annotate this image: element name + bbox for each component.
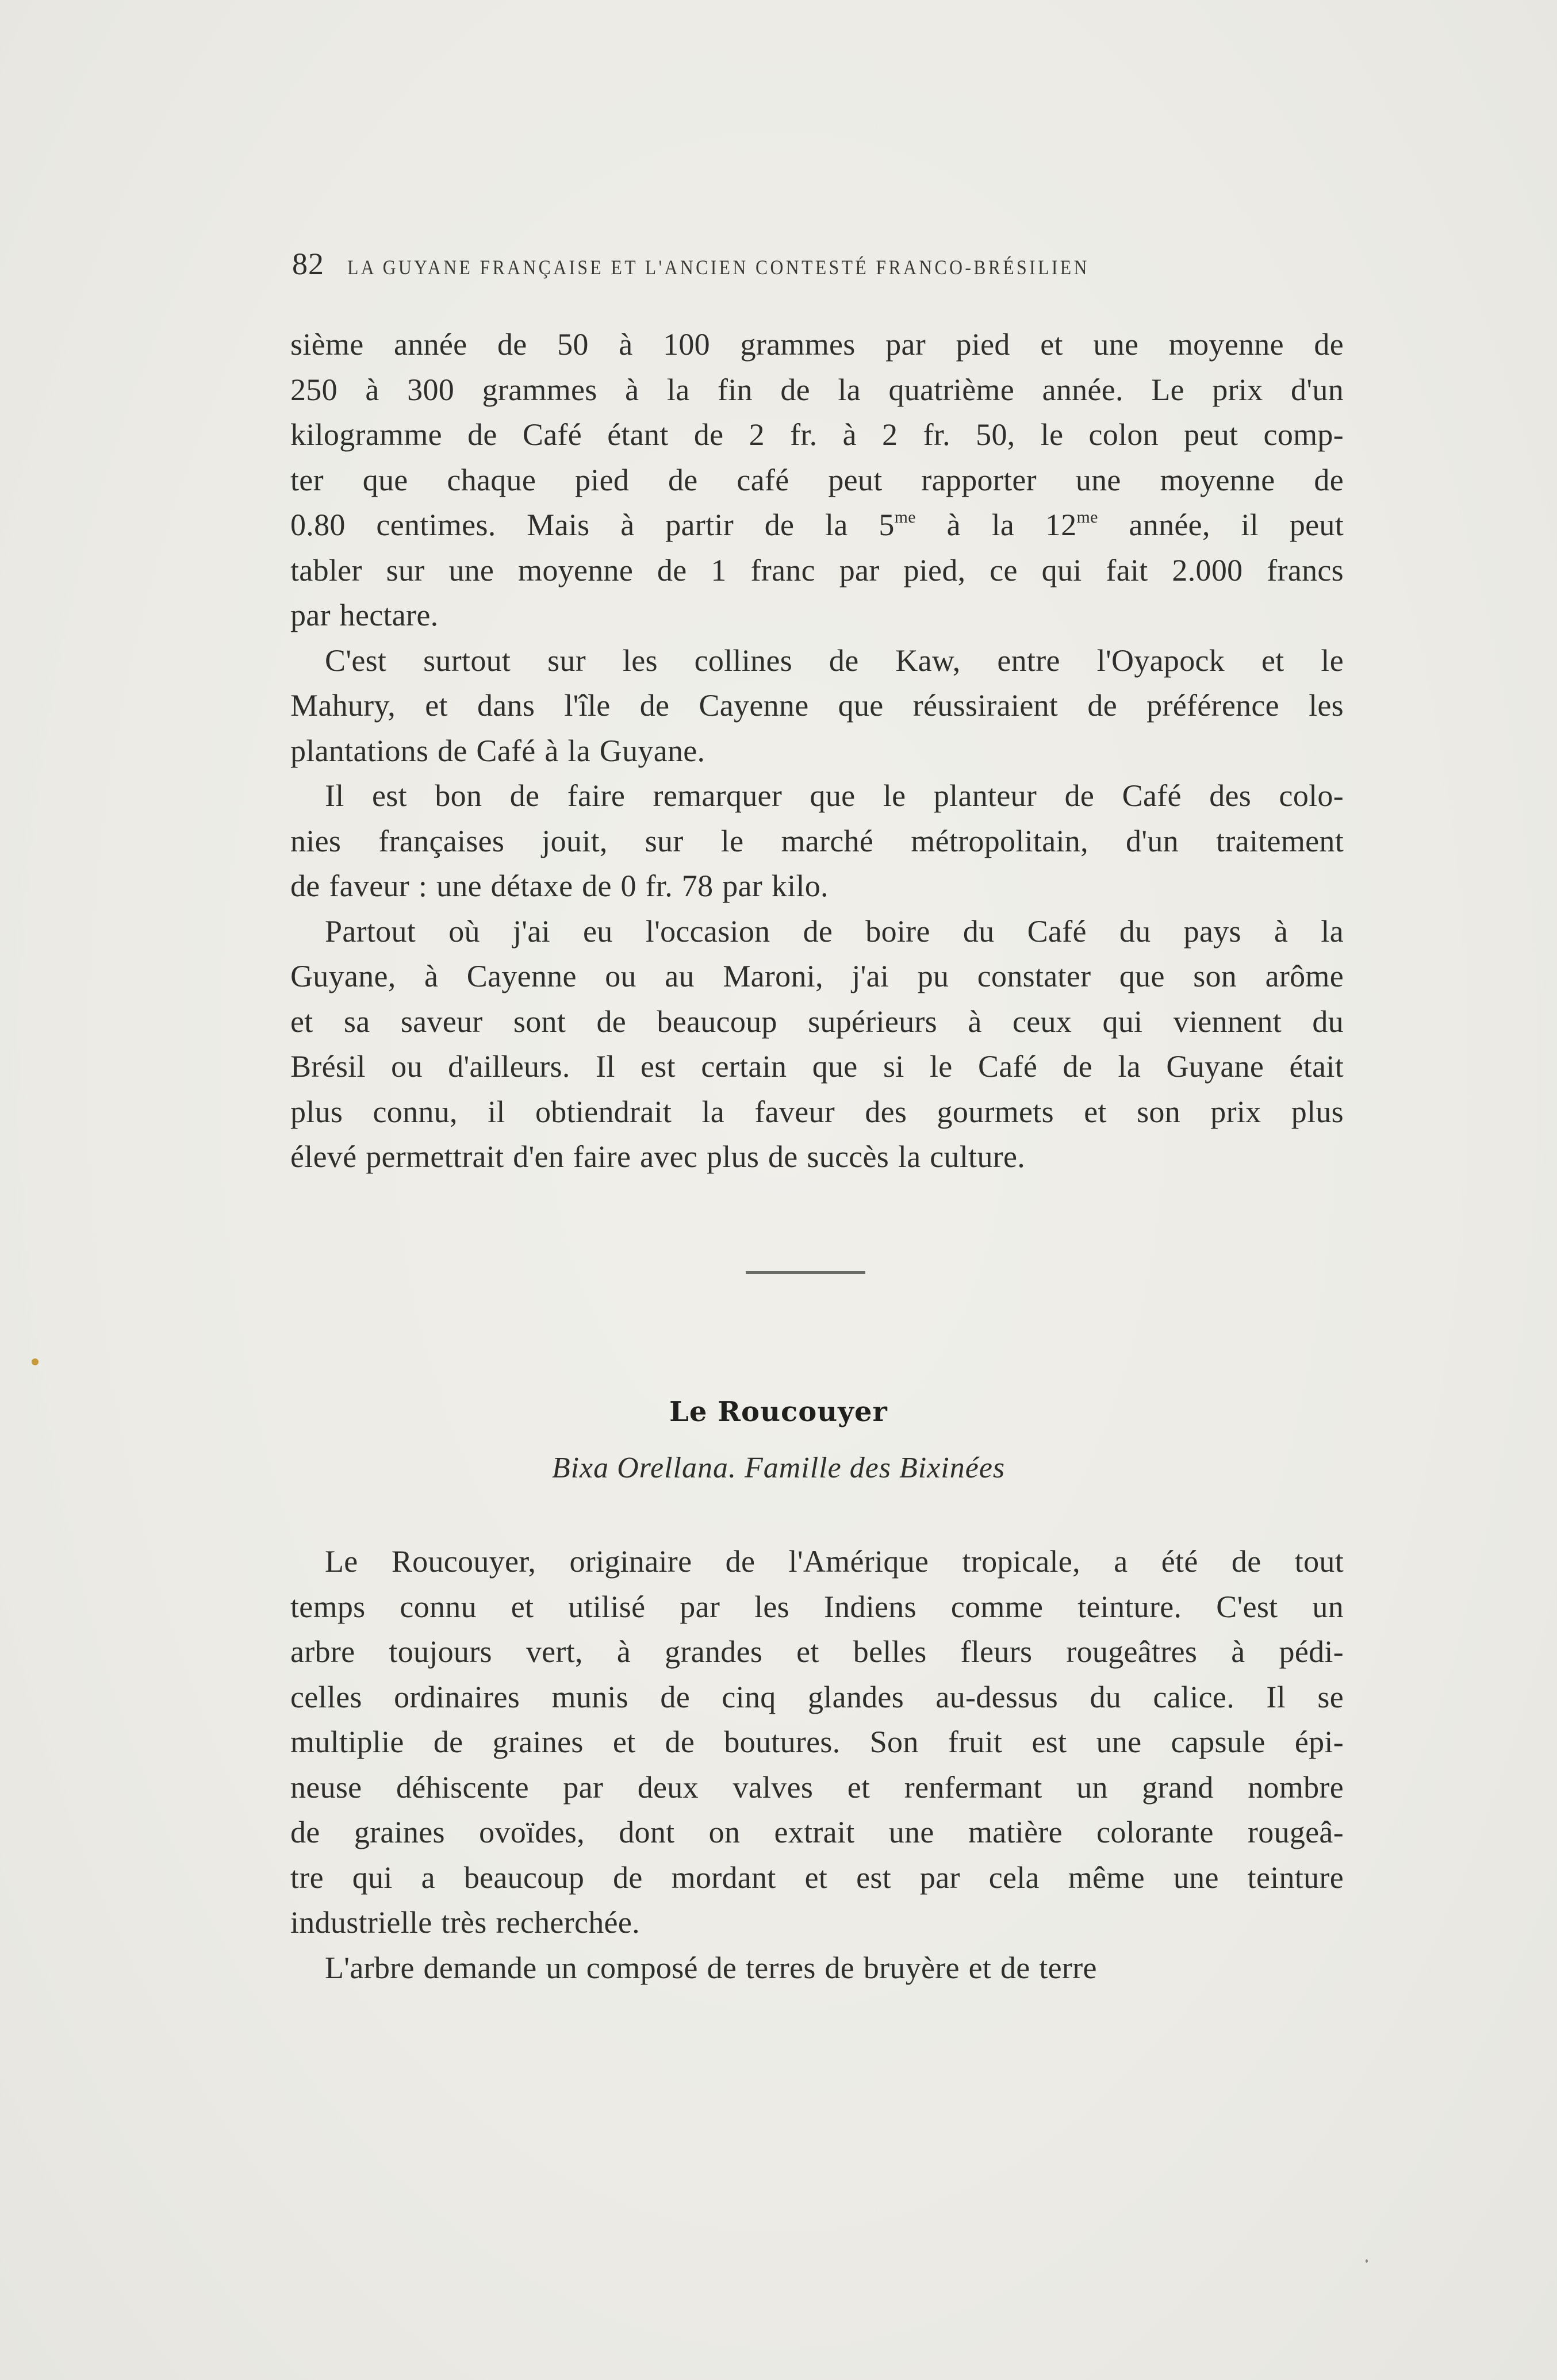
- text-line: Partout où j'ai eu l'occasion de boire du Café du pays à la: [325, 913, 1344, 949]
- text-line: celles ordinaires munis de cinq glandes au-dessus du calice. Il se: [290, 1679, 1344, 1714]
- text-line: industrielle très recherchée.: [290, 1905, 640, 1940]
- paragraph: [290, 1539, 1344, 1945]
- text-line: C'est surtout sur les collines de Kaw, entre l'Oyapock et le: [325, 643, 1344, 678]
- text-line: sième année de 50 à 100 grammes par pied et une moyenne de: [290, 327, 1344, 362]
- text-line: temps connu et utilisé par les Indiens comme teinture. C'est un: [290, 1589, 1344, 1624]
- text-line: Il est bon de faire remarquer que le planteur de Café des colo-: [325, 778, 1344, 813]
- section-subtitle: Bixa Orellana. Famille des Bixinées: [551, 1452, 1006, 1484]
- text-line: plantations de Café à la Guyane.: [290, 733, 705, 768]
- text-line: kilogramme de Café étant de 2 fr. à 2 fr. 50, le colon peut comp-: [290, 417, 1344, 452]
- text-line: et sa saveur sont de beaucoup supérieurs à ceux qui viennent du: [290, 1004, 1344, 1039]
- text-line: arbre toujours vert, à grandes et belles fleurs rougeâtres à pédi-: [290, 1634, 1344, 1669]
- paper-speck: [32, 1358, 39, 1365]
- text-line: Le Roucouyer, originaire de l'Amérique tropicale, a été de tout: [325, 1544, 1344, 1579]
- text-line: ter que chaque pied de café peut rapporter une moyenne de: [290, 462, 1344, 497]
- paper-speck: [1366, 2259, 1368, 2263]
- text-line: 250 à 300 grammes à la fin de la quatrième année. Le prix d'un: [290, 372, 1344, 407]
- paragraph: [290, 909, 1344, 1180]
- text-line: Guyane, à Cayenne ou au Maroni, j'ai pu constater que son arôme: [290, 959, 1344, 993]
- text-line: de graines ovoïdes, dont on extrait une matière colorante rougeâ-: [290, 1815, 1344, 1849]
- text-line: plus connu, il obtiendrait la faveur des gourmets et son prix plus: [290, 1094, 1344, 1129]
- text-line: élevé permettrait d'en faire avec plus de succès la culture.: [290, 1139, 1026, 1174]
- section-title: Le Roucouyer: [669, 1396, 888, 1428]
- text-line: tabler sur une moyenne de 1 franc par pied, ce qui fait 2.000 francs: [290, 552, 1344, 588]
- text-line: neuse déhiscente par deux valves et renfermant un grand nombre: [290, 1769, 1344, 1805]
- roucouyer-text-block: [290, 1539, 1344, 1990]
- text-line: tre qui a beaucoup de mordant et est par cela même une teinture: [290, 1860, 1344, 1895]
- running-title: LA GUYANE FRANÇAISE ET L'ANCIEN CONTESTÉ FRANCO-BRÉSILIEN: [347, 256, 1090, 279]
- paragraph: [290, 1945, 1344, 1991]
- text-line: L'arbre demande un composé de terres de bruyère et de terre: [325, 1950, 1097, 1985]
- text-line: multiplie de graines et de boutures. Son fruit est une capsule épi-: [290, 1725, 1344, 1759]
- paragraph: [290, 638, 1344, 774]
- text-line: 0.80 centimes. Mais à partir de la $5^{me}$ à la $12^{me}$ année, il peut: [290, 508, 1344, 542]
- text-line: Brésil ou d'ailleurs. Il est certain que si le Café de la Guyane était: [290, 1049, 1344, 1084]
- text-line: Mahury, et dans l'île de Cayenne que réussiraient de préférence les: [290, 688, 1344, 723]
- running-head: [292, 246, 1270, 281]
- text-line: nies françaises jouit, sur le marché métropolitain, d'un traitement: [290, 823, 1344, 858]
- section-divider-rule: [746, 1271, 865, 1274]
- text-line: par hectare.: [290, 598, 439, 632]
- page-number: 82: [292, 247, 324, 281]
- paragraph: [290, 322, 1344, 638]
- paragraph: [290, 773, 1344, 909]
- text-line: de faveur : une détaxe de 0 fr. 78 par kilo.: [290, 869, 829, 903]
- coffee-text-block: [290, 322, 1344, 1180]
